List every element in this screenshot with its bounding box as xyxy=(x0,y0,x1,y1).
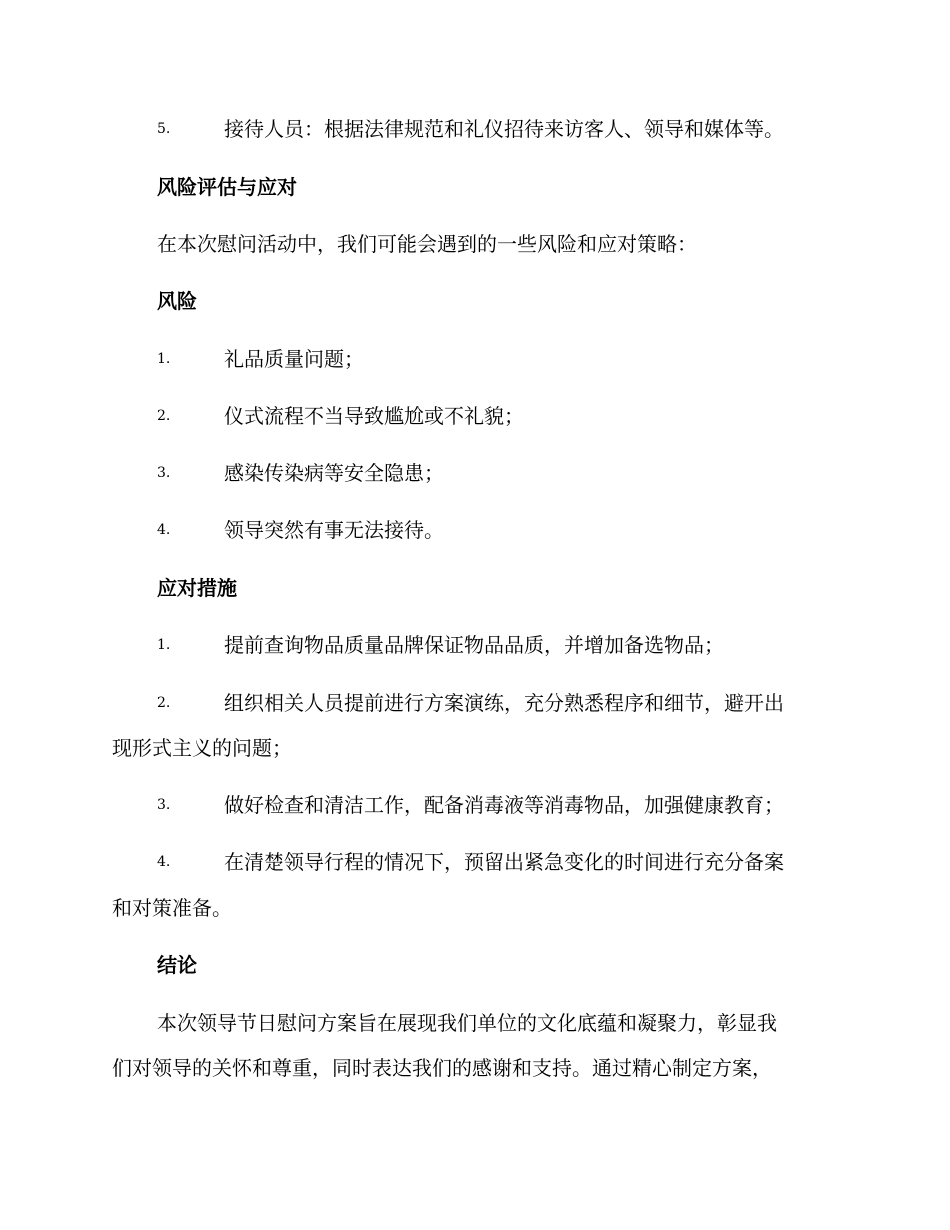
subheading-risks: 风险 xyxy=(157,289,197,313)
risk-item-text: 仪式流程不当导致尴尬或不礼貌； xyxy=(224,404,524,428)
list-number: 3. xyxy=(157,797,171,813)
risk-item-text: 感染传染病等安全隐患； xyxy=(224,461,444,485)
conclusion-paragraph-line: 们对领导的关怀和尊重，同时表达我们的感谢和支持。通过精心制定方案， xyxy=(112,1056,772,1080)
measure-item-text: 组织相关人员提前进行方案演练，充分熟悉程序和细节，避开出 xyxy=(224,691,784,715)
list-number: 1. xyxy=(157,637,171,653)
measure-item-continuation: 现形式主义的问题； xyxy=(112,736,292,760)
list-item-text: 接待人员：根据法律规范和礼仪招待来访客人、领导和媒体等。 xyxy=(224,117,784,141)
risk-item-text: 礼品质量问题； xyxy=(224,347,364,371)
section-heading-risk-assessment: 风险评估与应对 xyxy=(157,175,297,199)
measure-item-continuation: 和对策准备。 xyxy=(112,896,232,920)
measure-item-text: 在清楚领导行程的情况下，预留出紧急变化的时间进行充分备案 xyxy=(224,850,784,874)
measure-item-text: 做好检查和清洁工作，配备消毒液等消毒物品，加强健康教育； xyxy=(224,793,784,817)
measure-item-text: 提前查询物品质量品牌保证物品品质，并增加备选物品； xyxy=(224,633,724,657)
list-number: 3. xyxy=(157,465,171,481)
section-heading-conclusion: 结论 xyxy=(157,953,197,977)
risk-item-text: 领导突然有事无法接待。 xyxy=(224,518,444,542)
list-number: 1. xyxy=(157,351,171,367)
risk-intro-paragraph: 在本次慰问活动中，我们可能会遇到的一些风险和应对策略： xyxy=(157,232,697,256)
subheading-measures: 应对措施 xyxy=(157,576,237,600)
list-number: 5. xyxy=(157,121,171,137)
conclusion-paragraph-line: 本次领导节日慰问方案旨在展现我们单位的文化底蕴和凝聚力，彰显我 xyxy=(157,1011,777,1035)
list-number: 2. xyxy=(157,408,171,424)
list-number: 2. xyxy=(157,695,171,711)
list-number: 4. xyxy=(157,854,171,870)
list-number: 4. xyxy=(157,522,171,538)
